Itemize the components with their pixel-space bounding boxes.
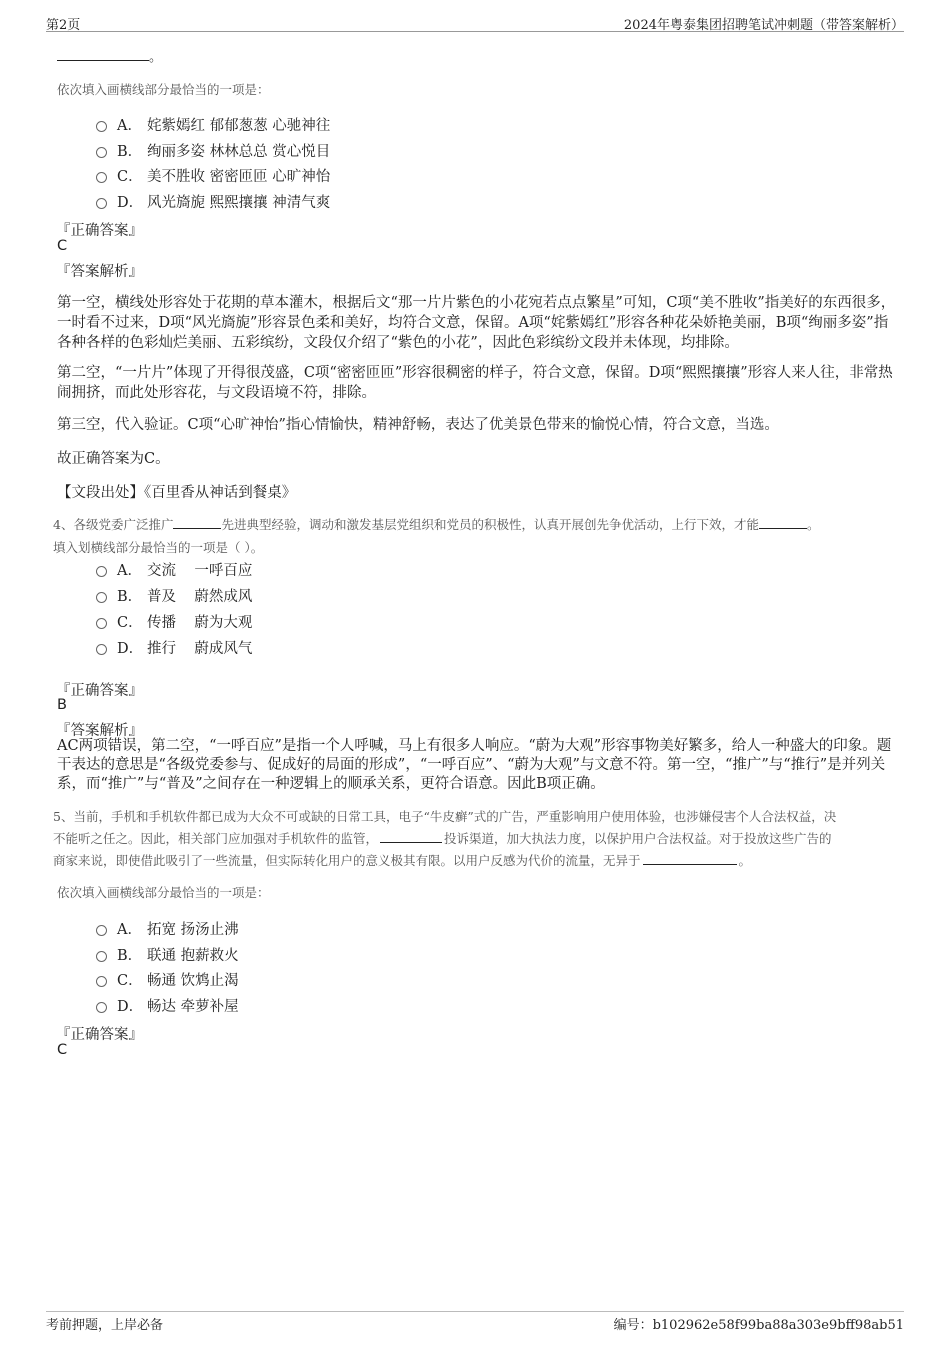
q4-answer-label: 『正确答案』 — [56, 683, 143, 699]
radio-icon[interactable] — [96, 592, 107, 603]
q3-option-c[interactable]: C． 美不胜收 密密匝匝 心旷神怡 — [96, 165, 330, 185]
radio-icon[interactable] — [96, 925, 107, 936]
page-number: 第2页 — [46, 18, 81, 33]
q5-blank-1 — [380, 830, 442, 843]
document-code: 编号：b102962e58f99ba88a303e9bff98ab51 — [613, 1318, 904, 1333]
q5-prompt: 依次填入画横线部分最恰当的一项是： — [57, 885, 270, 900]
q5-option-a[interactable]: A． 拓宽 扬汤止沸 — [96, 918, 239, 938]
q4-option-a[interactable]: A． 交流 一呼百应 — [96, 559, 252, 579]
footer-slogan: 考前押题，上岸必备 — [46, 1318, 164, 1333]
q4-stem: 4、各级党委广泛推广 先进典型经验，调动和激发基层党组织和党员的积极性，认真开展创先争优活动，上行下效，才能 。 — [53, 517, 820, 532]
q3-analysis-paragraph-1: 第一空，横线处形容处于花期的草本灌木，根据后文“那一片片紫色的小花宛若点点繁星”可知，C项“美不胜收”指美好的东西很多，一时看不过来，D项“风光旖旎”形容景色柔和美好，均符合文意，保留。A项“姹紫嫣红”形容各种花朵娇艳美丽，B项“绚丽多姿”指各种各样的色彩灿烂美丽、五彩缤纷，文段仅介绍了“紫色的小花”，因此色彩缤纷文段并未体现，均排除。 — [57, 295, 896, 351]
q3-analysis-paragraph-2: 第二空，“一片片”体现了开得很茂盛，C项“密密匝匝”形容很稠密的样子，符合文意，保留。D项“熙熙攘攘”形容人来人往，非常热闹拥挤，而此处形容花，与文段语境不符，排除。 — [57, 365, 893, 401]
q4-option-d[interactable]: D． 推行 蔚成风气 — [96, 637, 252, 657]
q3-analysis-paragraph-3: 第三空，代入验证。C项“心旷神怡”指心情愉快，精神舒畅，表达了优美景色带来的愉悦心情，符合文意，当选。 — [57, 417, 779, 433]
q4-answer: B — [57, 697, 67, 713]
footer-divider — [46, 1311, 904, 1312]
radio-icon[interactable] — [96, 172, 107, 183]
radio-icon[interactable] — [96, 1002, 107, 1013]
q3-prompt: 依次填入画横线部分最恰当的一项是： — [57, 82, 270, 97]
radio-icon[interactable] — [96, 566, 107, 577]
q4-analysis-label: 『答案解析』 — [56, 723, 143, 739]
q3-option-d[interactable]: D． 风光旖旎 熙熙攘攘 神清气爽 — [96, 191, 330, 211]
radio-icon[interactable] — [96, 618, 107, 629]
q3-stem-tail: 。 — [57, 46, 162, 65]
radio-icon[interactable] — [96, 198, 107, 209]
q3-analysis-label: 『答案解析』 — [56, 264, 143, 280]
q4-option-c[interactable]: C． 传播 蔚为大观 — [96, 611, 252, 631]
q3-answer: C — [57, 238, 68, 254]
q5-answer-label: 『正确答案』 — [56, 1027, 143, 1043]
q5-option-b[interactable]: B． 联通 抱薪救火 — [96, 944, 239, 964]
q4-option-b[interactable]: B． 普及 蔚然成风 — [96, 585, 252, 605]
q4-blank-2 — [759, 516, 807, 529]
radio-icon[interactable] — [96, 147, 107, 158]
radio-icon[interactable] — [96, 976, 107, 987]
q5-stem: 5、当前，手机和手机软件都已成为大众不可或缺的日常工具，电子“牛皮癣”式的广告，严重影响用户使用体验，也涉嫌侵害个人合法权益，决 不能听之任之。因此，相关部门应加强对手机软件的监管， 投诉渠道，加大执法力度，以保护用户合法权益。对于投放这些广告的 商家来说，即使借此吸引了一些流量，但实际转化用户的意义极其有限。以用户反感为代价的流量，无异于 。 — [53, 809, 837, 868]
radio-icon[interactable] — [96, 951, 107, 962]
q5-option-d[interactable]: D． 畅达 牵萝补屋 — [96, 995, 239, 1015]
q4-analysis-paragraph: AC两项错误，第二空，“一呼百应”是指一个人呼喊，马上有很多人响应。“蔚为大观”形容事物美好繁多，给人一种盛大的印象。题干表达的意思是“各级党委参与、促成好的局面的形成”，“一呼百应”、“蔚为大观”与文意不符。第一空，“推广”与“推行”是并列关系，而“推广”与“普及”之间存在一种逻辑上的顺承关系，更符合语意。因此B项正确。 — [57, 738, 892, 792]
q3-source: 【文段出处】《百里香从神话到餐桌》 — [57, 485, 297, 501]
q3-analysis-conclusion: 故正确答案为C。 — [57, 451, 170, 467]
q5-blank-2 — [643, 852, 737, 865]
q5-answer: C — [57, 1042, 68, 1058]
q3-answer-label: 『正确答案』 — [56, 223, 143, 239]
q3-option-a[interactable]: A． 姹紫嫣红 郁郁葱葱 心驰神往 — [96, 114, 330, 134]
q3-option-b[interactable]: B． 绚丽多姿 林林总总 赏心悦目 — [96, 140, 330, 160]
document-title: 2024年粤泰集团招聘笔试冲刺题（带答案解析） — [623, 18, 904, 33]
q4-prompt: 填入划横线部分最恰当的一项是（ ）。 — [53, 540, 264, 555]
radio-icon[interactable] — [96, 121, 107, 132]
radio-icon[interactable] — [96, 644, 107, 655]
page-header — [0, 0, 950, 32]
q3-blank — [57, 48, 149, 61]
q4-blank-1 — [173, 516, 221, 529]
header-divider — [46, 31, 904, 32]
q5-option-c[interactable]: C． 畅通 饮鸩止渴 — [96, 969, 239, 989]
